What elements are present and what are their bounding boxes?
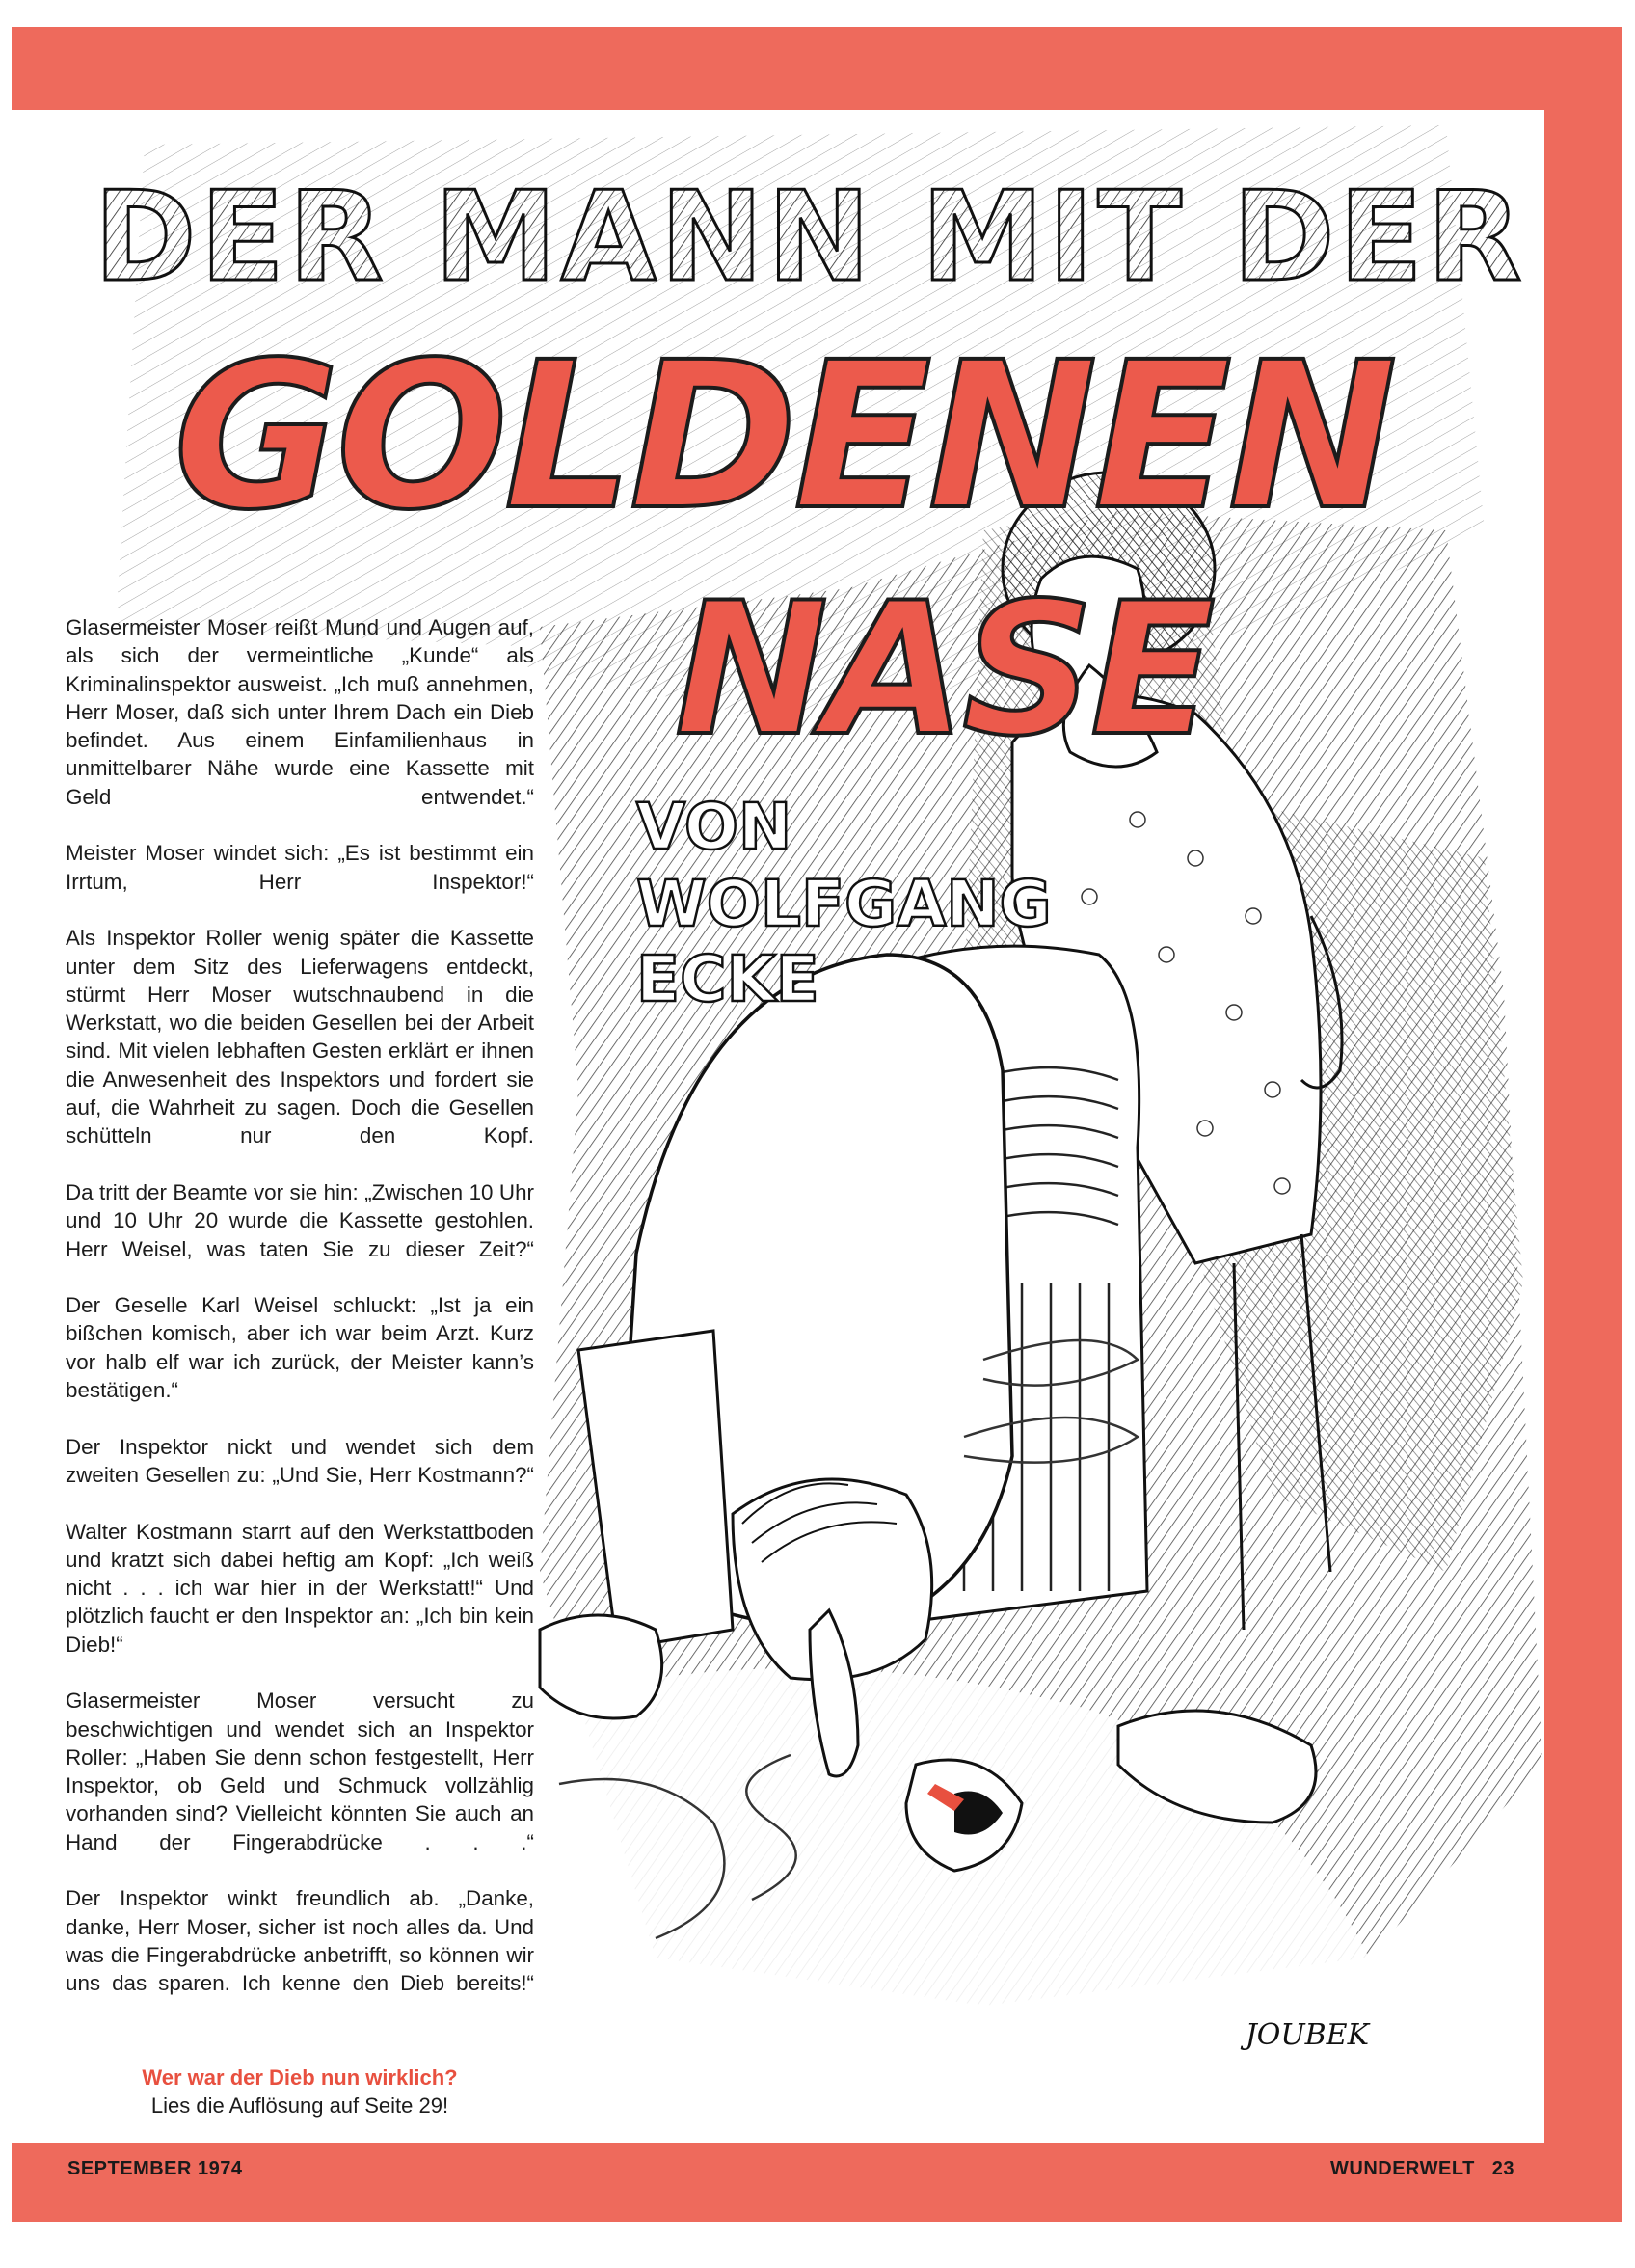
top-red-border: [12, 27, 1622, 110]
story-paragraph: Als Inspektor Roller wenig später die Kassette unter dem Sitz des Lieferwagens entdeckt, stürmt Herr Moser wutschnaubend in die Werkstatt, wo die beiden Gesellen bei der Arbeit sind. Mit vielen lebhaften Gesten erklärt er ihnen die Anwesenheit des Inspektors und fordert sie auf, die Wahrheit zu sagen. Doch die Gesellen schütteln nur den Kopf.: [66, 926, 534, 1148]
story-paragraph: Da tritt der Beamte vor sie hin: „Zwischen 10 Uhr und 10 Uhr 20 wurde die Kassette gestohlen. Herr Weisel, was taten Sie zu dieser Zeit?“: [66, 1179, 534, 1261]
story-paragraph: Meister Moser windet sich: „Es ist bestimmt ein Irrtum, Herr Inspektor!“: [66, 841, 534, 894]
title-line1: DER MANN MIT DER: [94, 166, 1526, 310]
title-line1-svg: [94, 164, 1526, 310]
story-paragraph: Der Inspektor winkt freundlich ab. „Danke, danke, Herr Moser, sicher ist noch alles da. Und was die Fingerabdrücke anbetrifft, so können wir uns das sparen. Ich kenne den Dieb bereits!“: [66, 1886, 534, 1996]
solution-hint: Lies die Auflösung auf Seite 29!: [150, 2093, 449, 2118]
byline-svg: [617, 781, 1157, 1032]
story-paragraph: Glasermeister Moser versucht zu beschwichtigen und wendet sich an Inspektor Roller: „Haben Sie denn schon festgestellt, Herr Inspektor, ob Geld und Schmuck vollzählig vorhanden sind? Vielleicht könnten Sie auch an Hand der Fingerabdrücke . . .“: [66, 1688, 534, 1854]
story-paragraph: Walter Kostmann starrt auf den Werkstattboden und kratzt sich dabei heftig am Kopf: „Ich weiß nicht . . . ich war hier in der Werkstatt!“ Und plötzlich faucht er den Inspektor an: „Ich bin kein Dieb!“: [66, 1519, 534, 1657]
byline-prefix: VON: [636, 790, 792, 864]
riddle-question: Wer war der Dieb nun wirklich?: [142, 2066, 458, 2090]
footer-magazine: [1330, 2158, 1552, 2180]
footer-page-number: 23: [1491, 2158, 1515, 2179]
title-line3: NASE: [675, 563, 1212, 776]
story-paragraph: Glasermeister Moser reißt Mund und Augen auf, als sich der vermeintliche „Kunde“ als Kriminalinspektor ausweist. „Ich muß annehmen, Herr Moser, daß sich unter Ihrem Dach ein Dieb befindet. Aus einem Einfamilienhaus in unmittelbarer Nähe wurde eine Kassette mit Geld entwendet.“: [66, 615, 534, 809]
byline-last-name: ECKE: [636, 942, 819, 1016]
right-red-border: [1544, 27, 1622, 2148]
riddle-question-block: [66, 2064, 534, 2120]
story-text: [66, 613, 534, 2026]
story-paragraph: Der Geselle Karl Weisel schluckt: „Ist ja ein bißchen komisch, aber ich war beim Arzt. Kurz vor halb elf war ich zurück, der Meister kann’s bestätigen.“: [66, 1293, 534, 1403]
illustrator-signature: JOUBEK: [1245, 2018, 1369, 2052]
footer-issue: SEPTEMBER 1974: [67, 2158, 243, 2179]
footer-magazine-name: WUNDERWELT: [1330, 2158, 1475, 2179]
title-line2: GOLDENEN: [174, 318, 1394, 554]
story-paragraph: Der Inspektor nickt und wendet sich dem zweiten Gesellen zu: „Und Sie, Herr Kostmann?“: [66, 1434, 534, 1487]
bottom-red-border: [12, 2143, 1622, 2222]
byline-first-name: WOLFGANG: [636, 867, 1052, 941]
